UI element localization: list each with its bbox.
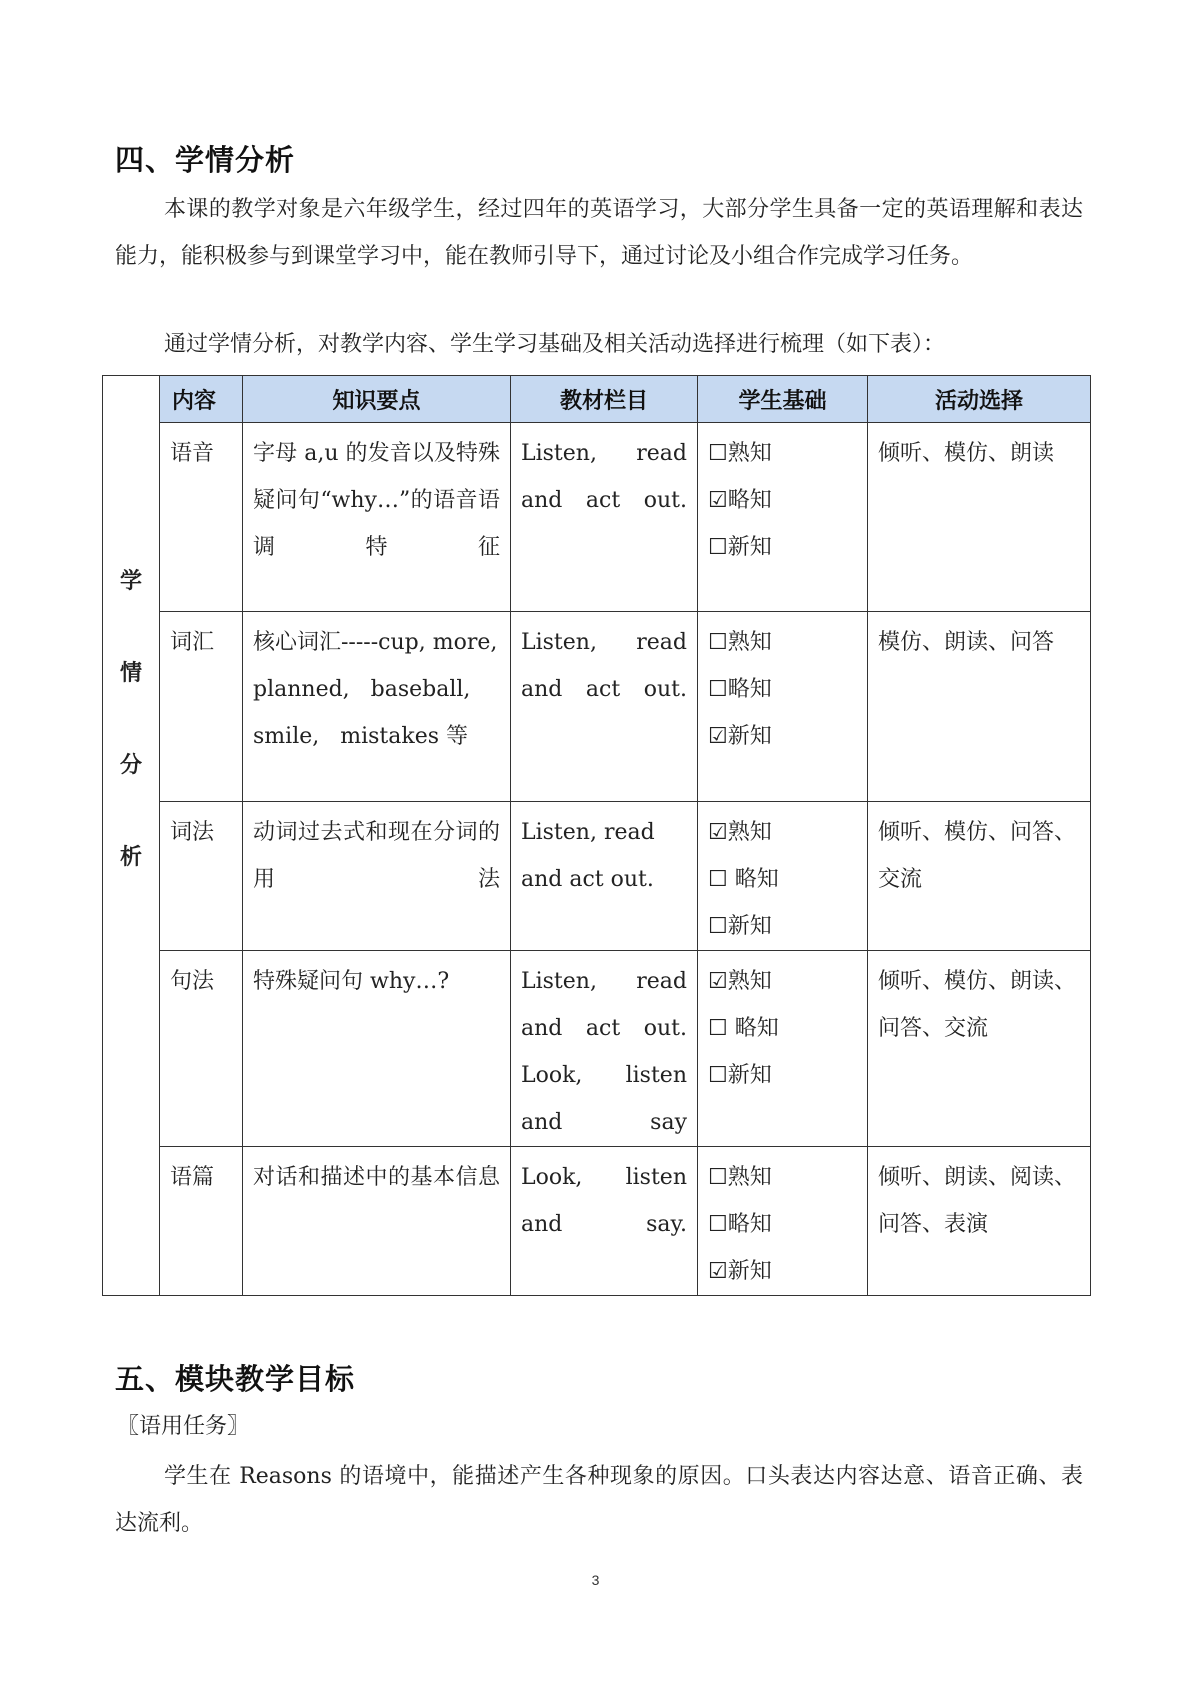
learner-analysis-table <box>102 375 1091 1296</box>
basis-checkbox-new: ☐新知 <box>708 1063 772 1088</box>
table-row <box>103 612 1091 802</box>
basis-checkbox-partial: ☐ 略知 <box>708 1016 779 1041</box>
cell-content: 语篇 <box>160 1147 243 1296</box>
cell-knowledge-points: 字母 a,u 的发音以及特殊疑问句“why…”的语音语调特征 <box>243 423 511 612</box>
header-textbook-section: 教材栏目 <box>511 376 698 423</box>
section-4-paragraph: 本课的教学对象是六年级学生，经过四年的英语学习，大部分学生具备一定的英语理解和表达能力，能积极参与到课堂学习中，能在教师引导下，通过讨论及小组合作完成学习任务。 <box>115 197 1083 269</box>
table-header-row <box>103 376 1091 423</box>
section-5-heading: 五、模块教学目标 <box>115 1362 356 1396</box>
cell-textbook-section: Listen, read and act out. <box>511 802 698 951</box>
cell-textbook-section: Listen, read and act out. <box>511 612 698 802</box>
pragmatic-task-subheading: 〖语用任务〗 <box>117 1414 250 1439</box>
table-row <box>103 423 1091 612</box>
cell-knowledge-points: 动词过去式和现在分词的用法 <box>243 802 511 951</box>
basis-checkbox-new: ☑新知 <box>708 724 772 749</box>
basis-checkbox-partial: ☐略知 <box>708 677 772 702</box>
cell-content: 句法 <box>160 951 243 1147</box>
table-intro-paragraph: 通过学情分析，对教学内容、学生学习基础及相关活动选择进行梳理（如下表）： <box>164 332 946 357</box>
side-label-char: 学 <box>119 569 142 594</box>
cell-activity-choice: 倾听、模仿、朗读、问答、交流 <box>868 951 1091 1147</box>
header-knowledge-points: 知识要点 <box>243 376 511 423</box>
header-activity-choice: 活动选择 <box>868 376 1091 423</box>
header-content: 内容 <box>160 376 243 423</box>
cell-content: 语音 <box>160 423 243 612</box>
side-label-char: 析 <box>119 845 142 870</box>
cell-activity-choice: 倾听、朗读、阅读、问答、表演 <box>868 1147 1091 1296</box>
table-row <box>103 802 1091 951</box>
basis-checkbox-familiar: ☐熟知 <box>708 1165 772 1190</box>
basis-checkbox-new: ☐新知 <box>708 914 772 939</box>
page-number: 3 <box>591 1572 600 1588</box>
cell-student-basis <box>698 612 868 802</box>
cell-textbook-section: Listen, read and act out. Look, listen and say <box>511 951 698 1147</box>
basis-checkbox-partial: ☑略知 <box>708 488 772 513</box>
basis-checkbox-familiar: ☐熟知 <box>708 630 772 655</box>
cell-activity-choice: 模仿、朗读、问答 <box>868 612 1091 802</box>
cell-student-basis <box>698 1147 868 1296</box>
cell-student-basis <box>698 423 868 612</box>
cell-activity-choice: 倾听、模仿、问答、交流 <box>868 802 1091 951</box>
cell-knowledge-points: 核心词汇-----cup, more, planned, baseball, smile, mistakes 等 <box>243 612 511 802</box>
basis-checkbox-familiar: ☐熟知 <box>708 441 772 466</box>
cell-knowledge-points: 对话和描述中的基本信息 <box>243 1147 511 1296</box>
cell-content: 词汇 <box>160 612 243 802</box>
side-label-char: 分 <box>119 753 142 778</box>
section-4-heading: 四、学情分析 <box>115 143 296 177</box>
side-label-char: 情 <box>119 661 142 686</box>
basis-checkbox-new: ☐新知 <box>708 535 772 560</box>
table-row <box>103 951 1091 1147</box>
cell-content: 词法 <box>160 802 243 951</box>
cell-activity-choice: 倾听、模仿、朗读 <box>868 423 1091 612</box>
cell-student-basis <box>698 802 868 951</box>
basis-checkbox-partial: ☐略知 <box>708 1212 772 1237</box>
basis-checkbox-partial: ☐ 略知 <box>708 867 779 892</box>
table-row <box>103 1147 1091 1296</box>
cell-knowledge-points: 特殊疑问句 why…? <box>243 951 511 1147</box>
cell-textbook-section: Look, listen and say. <box>511 1147 698 1296</box>
basis-checkbox-new: ☑新知 <box>708 1259 772 1284</box>
basis-checkbox-familiar: ☑熟知 <box>708 969 772 994</box>
side-label-cell <box>103 376 160 1296</box>
section-5-paragraph: 学生在 Reasons 的语境中，能描述产生各种现象的原因。口头表达内容达意、语音正确、表达流利。 <box>115 1464 1083 1536</box>
basis-checkbox-familiar: ☑熟知 <box>708 820 772 845</box>
cell-student-basis <box>698 951 868 1147</box>
cell-textbook-section: Listen, read and act out. <box>511 423 698 612</box>
header-student-basis: 学生基础 <box>698 376 868 423</box>
